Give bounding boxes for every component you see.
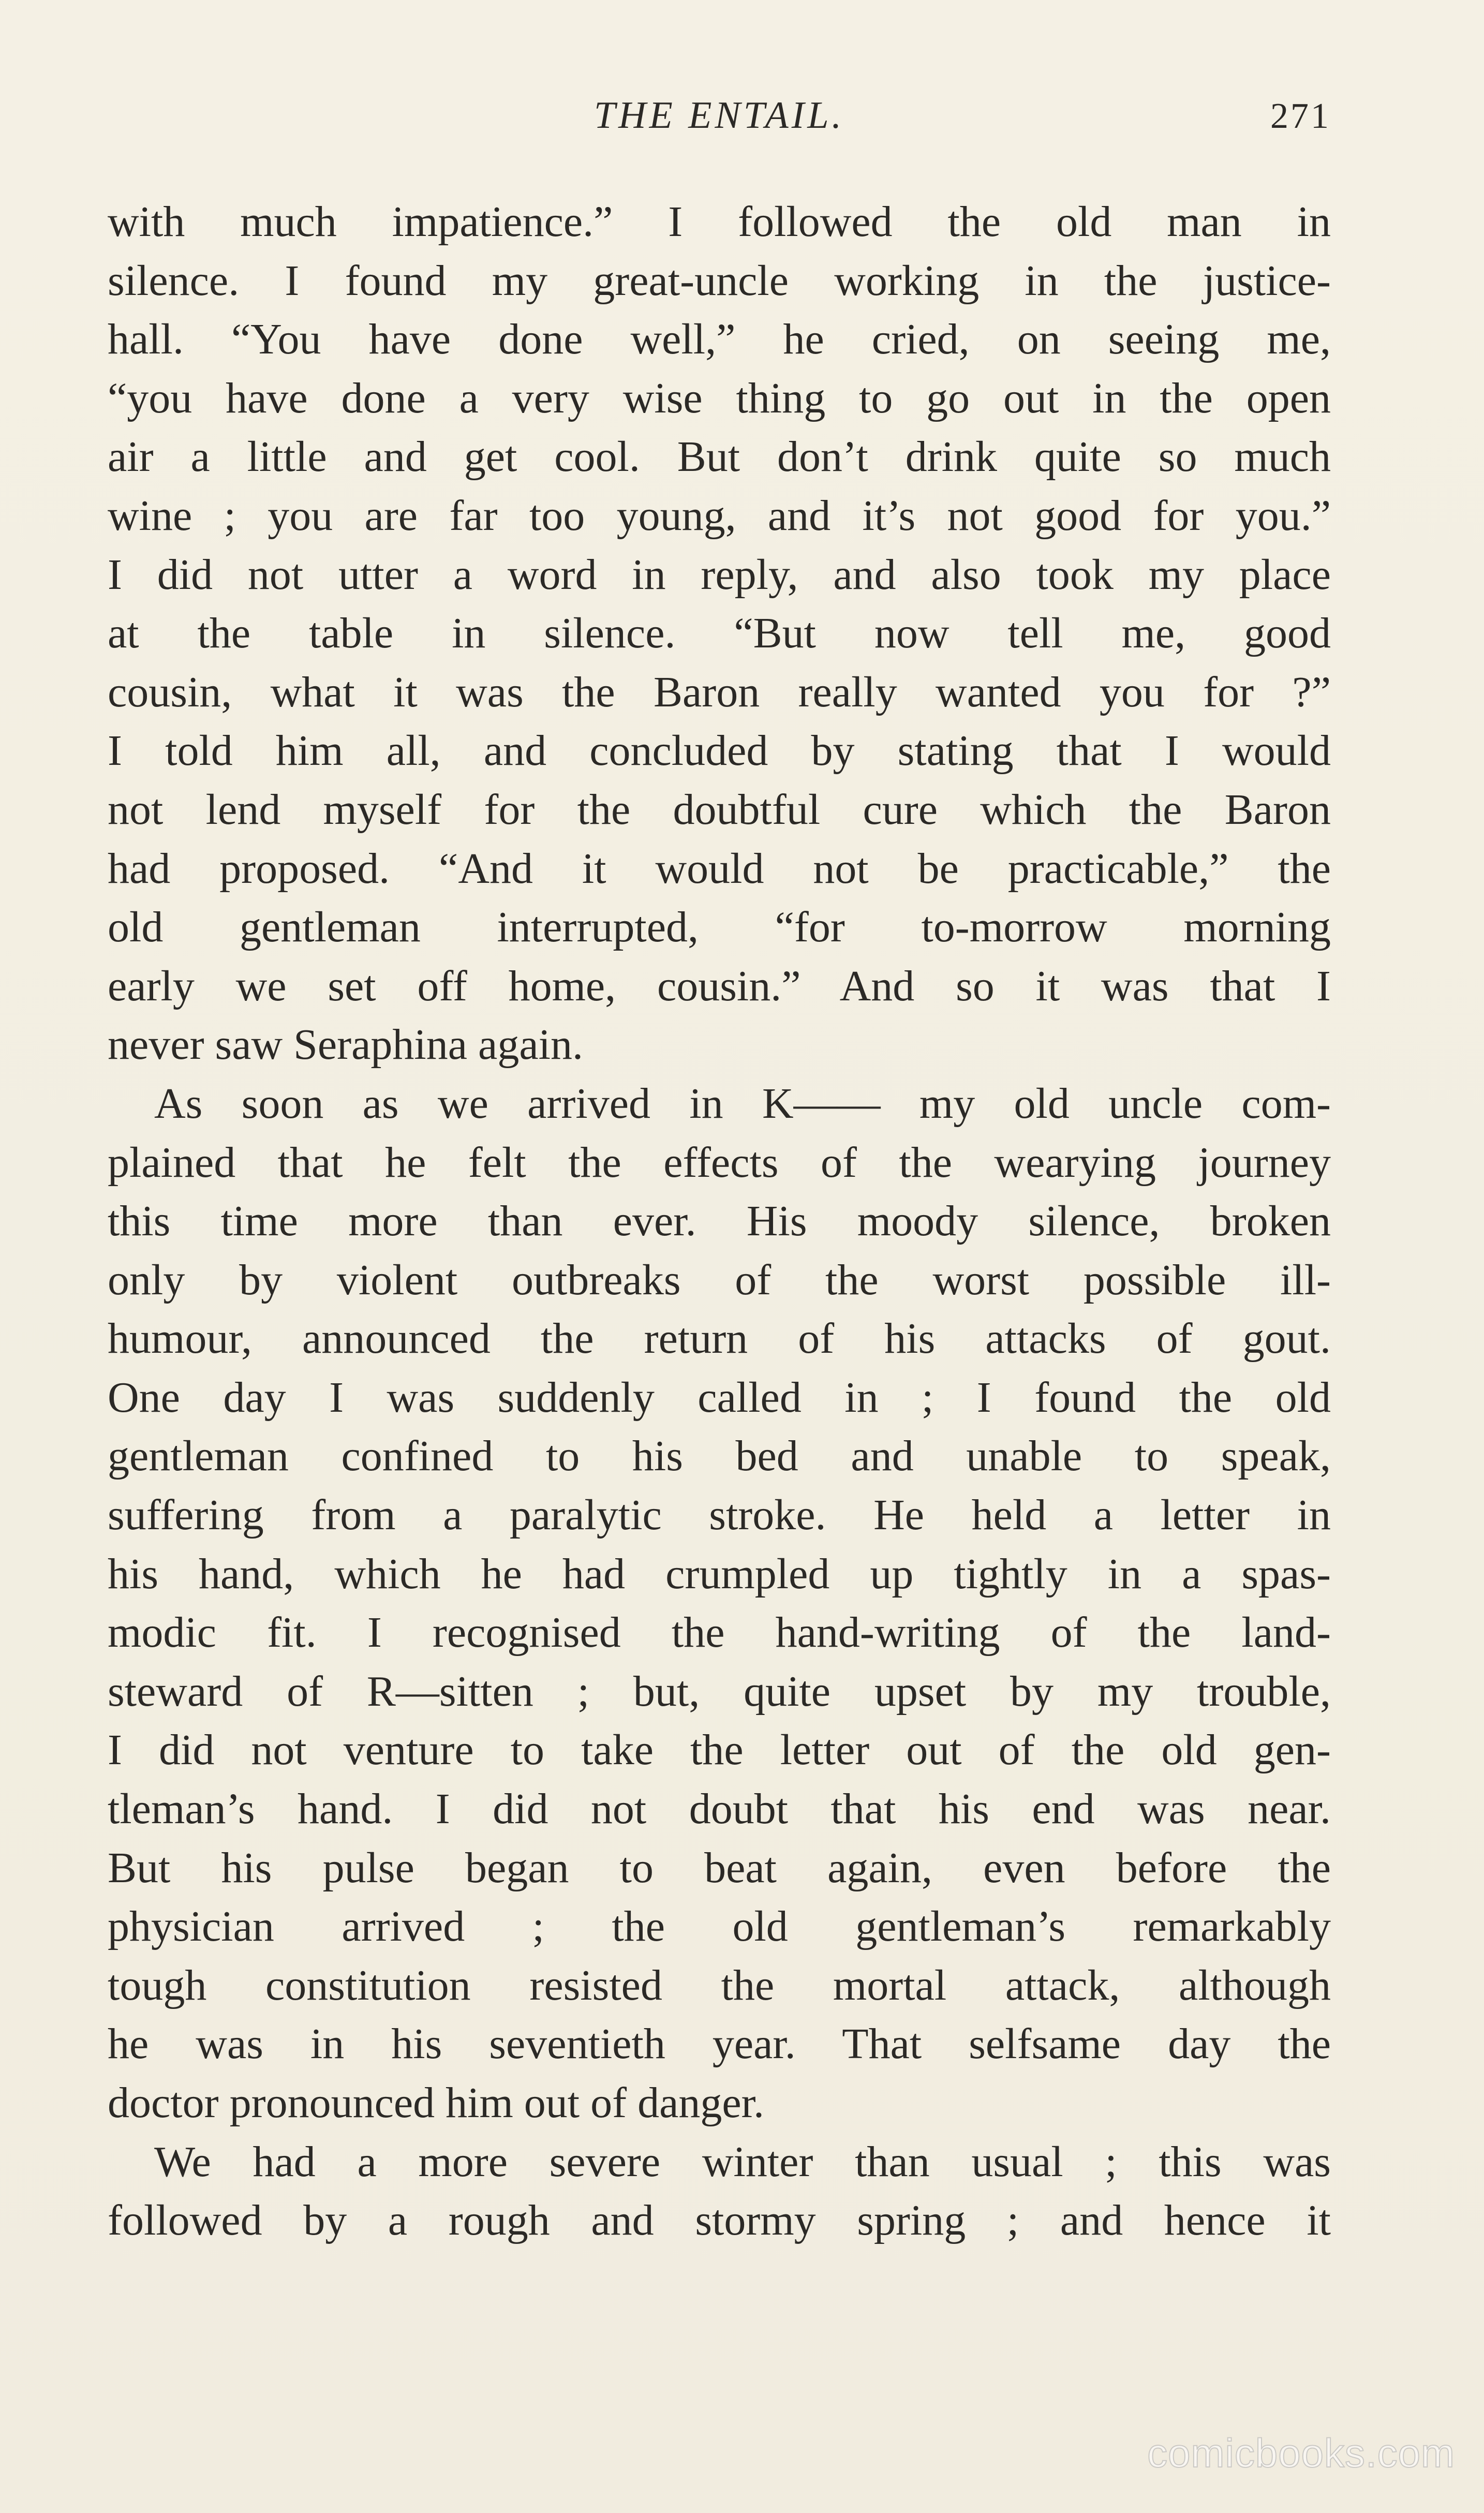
text-line: I did not venture to take the letter out of the old gen- (108, 1726, 1331, 1775)
text-line: had proposed. “And it would not be practicable,” the (108, 844, 1331, 893)
text-line: tough constitution resisted the mortal attack, although (108, 1961, 1331, 2009)
text-line: We had a more severe winter than usual ; this was (154, 2137, 1331, 2186)
text-line: followed by a rough and stormy spring ; and hence it (108, 2196, 1331, 2245)
text-line: old gentleman interrupted, “for to-morrow morning (108, 903, 1331, 952)
text-line: cousin, what it was the Baron really wanted you for ?” (108, 668, 1331, 716)
text-line: I told him all, and concluded by stating that I would (108, 727, 1331, 775)
page-header (108, 96, 1331, 153)
text-line: “you have done a very wise thing to go out in the open (108, 374, 1331, 422)
text-line: doctor pronounced him out of danger. (108, 2079, 765, 2127)
text-line: hall. “You have done well,” he cried, on seeing me, (108, 315, 1331, 364)
text-line: I did not utter a word in reply, and also took my place (108, 550, 1331, 599)
text-line: steward of R—sitten ; but, quite upset by my trouble, (108, 1667, 1331, 1716)
text-line: with much impatience.” I followed the old man in (108, 198, 1331, 246)
text-line: tleman’s hand. I did not doubt that his end was near. (108, 1785, 1331, 1834)
text-line: not lend myself for the doubtful cure which the Baron (108, 785, 1331, 834)
page-number: 271 (1270, 96, 1331, 136)
paragraph-1 (108, 193, 1331, 1074)
body-text (108, 193, 1331, 2250)
text-line: at the table in silence. “But now tell me, good (108, 609, 1331, 658)
text-line: wine ; you are far too young, and it’s not good for you.” (108, 491, 1331, 540)
text-line: physician arrived ; the old gentleman’s remarkably (108, 1902, 1331, 1951)
text-line: this time more than ever. His moody silence, broken (108, 1197, 1331, 1246)
text-line: One day I was suddenly called in ; I found the old (108, 1373, 1331, 1422)
text-line: As soon as we arrived in K—— my old uncle com- (154, 1079, 1331, 1128)
text-line: early we set off home, cousin.” And so it was that I (108, 962, 1331, 1010)
text-line: plained that he felt the effects of the wearying journey (108, 1138, 1331, 1187)
running-title: THE ENTAIL. (593, 94, 845, 137)
text-line: silence. I found my great-uncle working in the justice- (108, 256, 1331, 305)
text-line: gentleman confined to his bed and unable to speak, (108, 1432, 1331, 1481)
text-line: air a little and get cool. But don’t drink quite so much (108, 433, 1331, 481)
text-line: suffering from a paralytic stroke. He held a letter in (108, 1491, 1331, 1540)
text-line: his hand, which he had crumpled up tightly in a spas- (108, 1549, 1331, 1598)
paragraph-3 (108, 2133, 1331, 2250)
paragraph-2 (108, 1074, 1331, 2133)
text-line: modic fit. I recognised the hand-writing of the land- (108, 1608, 1331, 1657)
text-line: humour, announced the return of his attacks of gout. (108, 1314, 1331, 1363)
text-line: But his pulse began to beat again, even before the (108, 1843, 1331, 1892)
text-line: only by violent outbreaks of the worst possible ill- (108, 1255, 1331, 1304)
text-line: he was in his seventieth year. That selfsame day the (108, 2020, 1331, 2068)
site-watermark: comicbooks.com (1147, 2430, 1455, 2476)
text-line: never saw Seraphina again. (108, 1021, 583, 1069)
